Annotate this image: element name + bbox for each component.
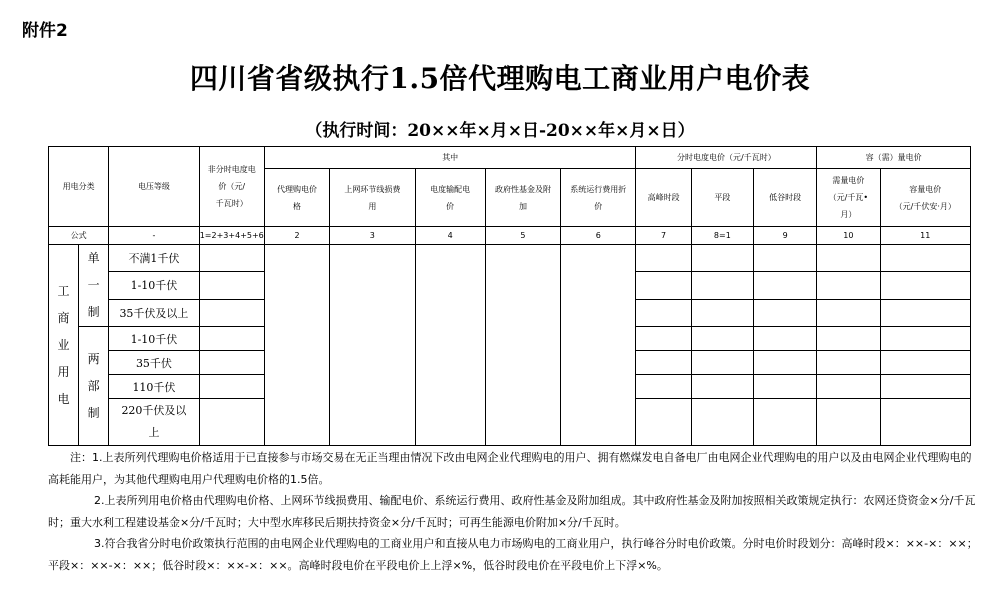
data-cell [880,272,970,299]
data-cell [753,351,816,375]
col-header-category: 用电分类 [49,147,109,227]
data-cell [753,299,816,326]
data-cell [753,375,816,399]
table-row [49,245,971,272]
col-header-flat: 平段 [691,169,753,227]
data-cell [199,245,264,272]
data-cell [691,327,753,351]
data-cell [880,245,970,272]
data-cell [691,299,753,326]
col-header-capacity-group: 容（需）量电价 [817,147,971,169]
category-cell: 工 商 业 用 电 [49,245,79,446]
two-part-system-cell: 两 部 制 [79,327,109,446]
note-3: 3.符合我省分时电价政策执行范围的由电网企业代理购电的工商业用户和直接从电力市场购电的工商业用户，执行峰谷分时电价政策。分时电价时段划分：高峰时段×：××-×：××；平段×：××-×：××；低谷时段×：××-×：××。高峰时段电价在平段电价上上浮×%，低谷时段电价在平段电价上下浮×%。 [48,537,978,572]
data-cell [636,245,691,272]
voltage-cell: 1-10千伏 [109,327,199,351]
data-cell [817,351,880,375]
data-cell [880,299,970,326]
voltage-cell: 35千伏及以上 [109,299,199,326]
note-2: 2.上表所列用电价格由代理购电价格、上网环节线损费用、输配电价、系统运行费用、政府性基金及附加组成。其中政府性基金及附加按照相关政策规定执行：农网还贷资金×分/千瓦时；重大水利工程建设基金×分/千瓦时；大中型水库移民后期扶持资金×分/千瓦时；可再生能源电价附加×分/千瓦时。 [48,494,976,529]
document-title: 四川省省级执行1.5倍代理购电工商业用户电价表 [189,62,811,95]
data-cell [199,327,264,351]
data-cell [199,299,264,326]
data-cell [817,299,880,326]
data-cell [691,272,753,299]
data-cell [199,351,264,375]
formula-c8: 8=1 [691,227,753,245]
col-header-distribution-price: 电度输配电 价 [415,169,485,227]
data-cell [636,375,691,399]
formula-c6: 6 [561,227,636,245]
formula-c9: 9 [753,227,816,245]
data-cell [636,327,691,351]
col-header-system-cost: 系统运行费用折 价 [561,169,636,227]
note-1: 注：1.上表所列代理购电价格适用于已直接参与市场交易在无正当理由情况下改由电网企业代理购电的用户、拥有燃煤发电自备电厂由电网企业代理购电的用户以及由电网企业代理购电的高耗能用户，为其他代理购电用户代理购电价格的1.5倍。 [48,451,972,486]
data-cell [753,245,816,272]
formula-c11: 11 [880,227,970,245]
col-header-tou-group: 分时电度电价（元/千瓦时） [636,147,817,169]
data-cell [199,375,264,399]
col-header-capacity-price: 容量电价 （元/千伏安·月） [880,169,970,227]
data-cell [880,375,970,399]
document-subtitle: （执行时间：20××年×月×日-20××年×月×日） [305,121,695,141]
col-header-proxy-price: 代理购电价 格 [264,169,329,227]
formula-c5: 5 [485,227,560,245]
col-header-voltage: 电压等级 [109,147,199,227]
data-cell [485,245,560,446]
data-cell [880,327,970,351]
data-cell [636,299,691,326]
data-cell [817,245,880,272]
col-header-valley: 低谷时段 [753,169,816,227]
data-cell [753,399,816,446]
formula-c7: 7 [636,227,691,245]
formula-c2: 2 [264,227,329,245]
data-cell [817,375,880,399]
data-cell [880,399,970,446]
col-header-transmission-loss: 上网环节线损费 用 [330,169,415,227]
formula-voltage: - [109,227,199,245]
data-cell [691,375,753,399]
attachment-label: 附件2 [22,21,68,41]
formula-c4: 4 [415,227,485,245]
data-cell [264,245,329,446]
voltage-cell: 35千伏 [109,351,199,375]
data-cell [817,327,880,351]
col-header-peak: 高峰时段 [636,169,691,227]
data-cell [330,245,415,446]
col-header-gov-fund: 政府性基金及附 加 [485,169,560,227]
voltage-cell: 110千伏 [109,375,199,399]
data-cell [561,245,636,446]
data-cell [817,399,880,446]
data-cell [636,272,691,299]
data-cell [691,351,753,375]
formula-c1: 1=2+3+4+5+6 [199,227,264,245]
data-cell [636,351,691,375]
data-cell [753,272,816,299]
data-cell [817,272,880,299]
col-header-non-tou-price: 非分时电度电 价（元/ 千瓦时） [199,147,264,227]
price-table [48,146,971,446]
col-header-of-which: 其中 [264,147,636,169]
data-cell [691,245,753,272]
voltage-cell: 不满1千伏 [109,245,199,272]
voltage-cell: 1-10千伏 [109,272,199,299]
data-cell [199,272,264,299]
formula-label: 公式 [49,227,109,245]
data-cell [880,351,970,375]
notes-section [48,447,978,576]
data-cell [691,399,753,446]
data-cell [636,399,691,446]
data-cell [753,327,816,351]
col-header-demand-price: 需量电价 （元/千瓦• 月） [817,169,880,227]
formula-c10: 10 [817,227,880,245]
data-cell [199,399,264,446]
formula-row [49,227,971,245]
data-cell [415,245,485,446]
formula-c3: 3 [330,227,415,245]
single-system-cell: 单 一 制 [79,245,109,327]
voltage-cell: 220千伏及以 上 [109,399,199,446]
